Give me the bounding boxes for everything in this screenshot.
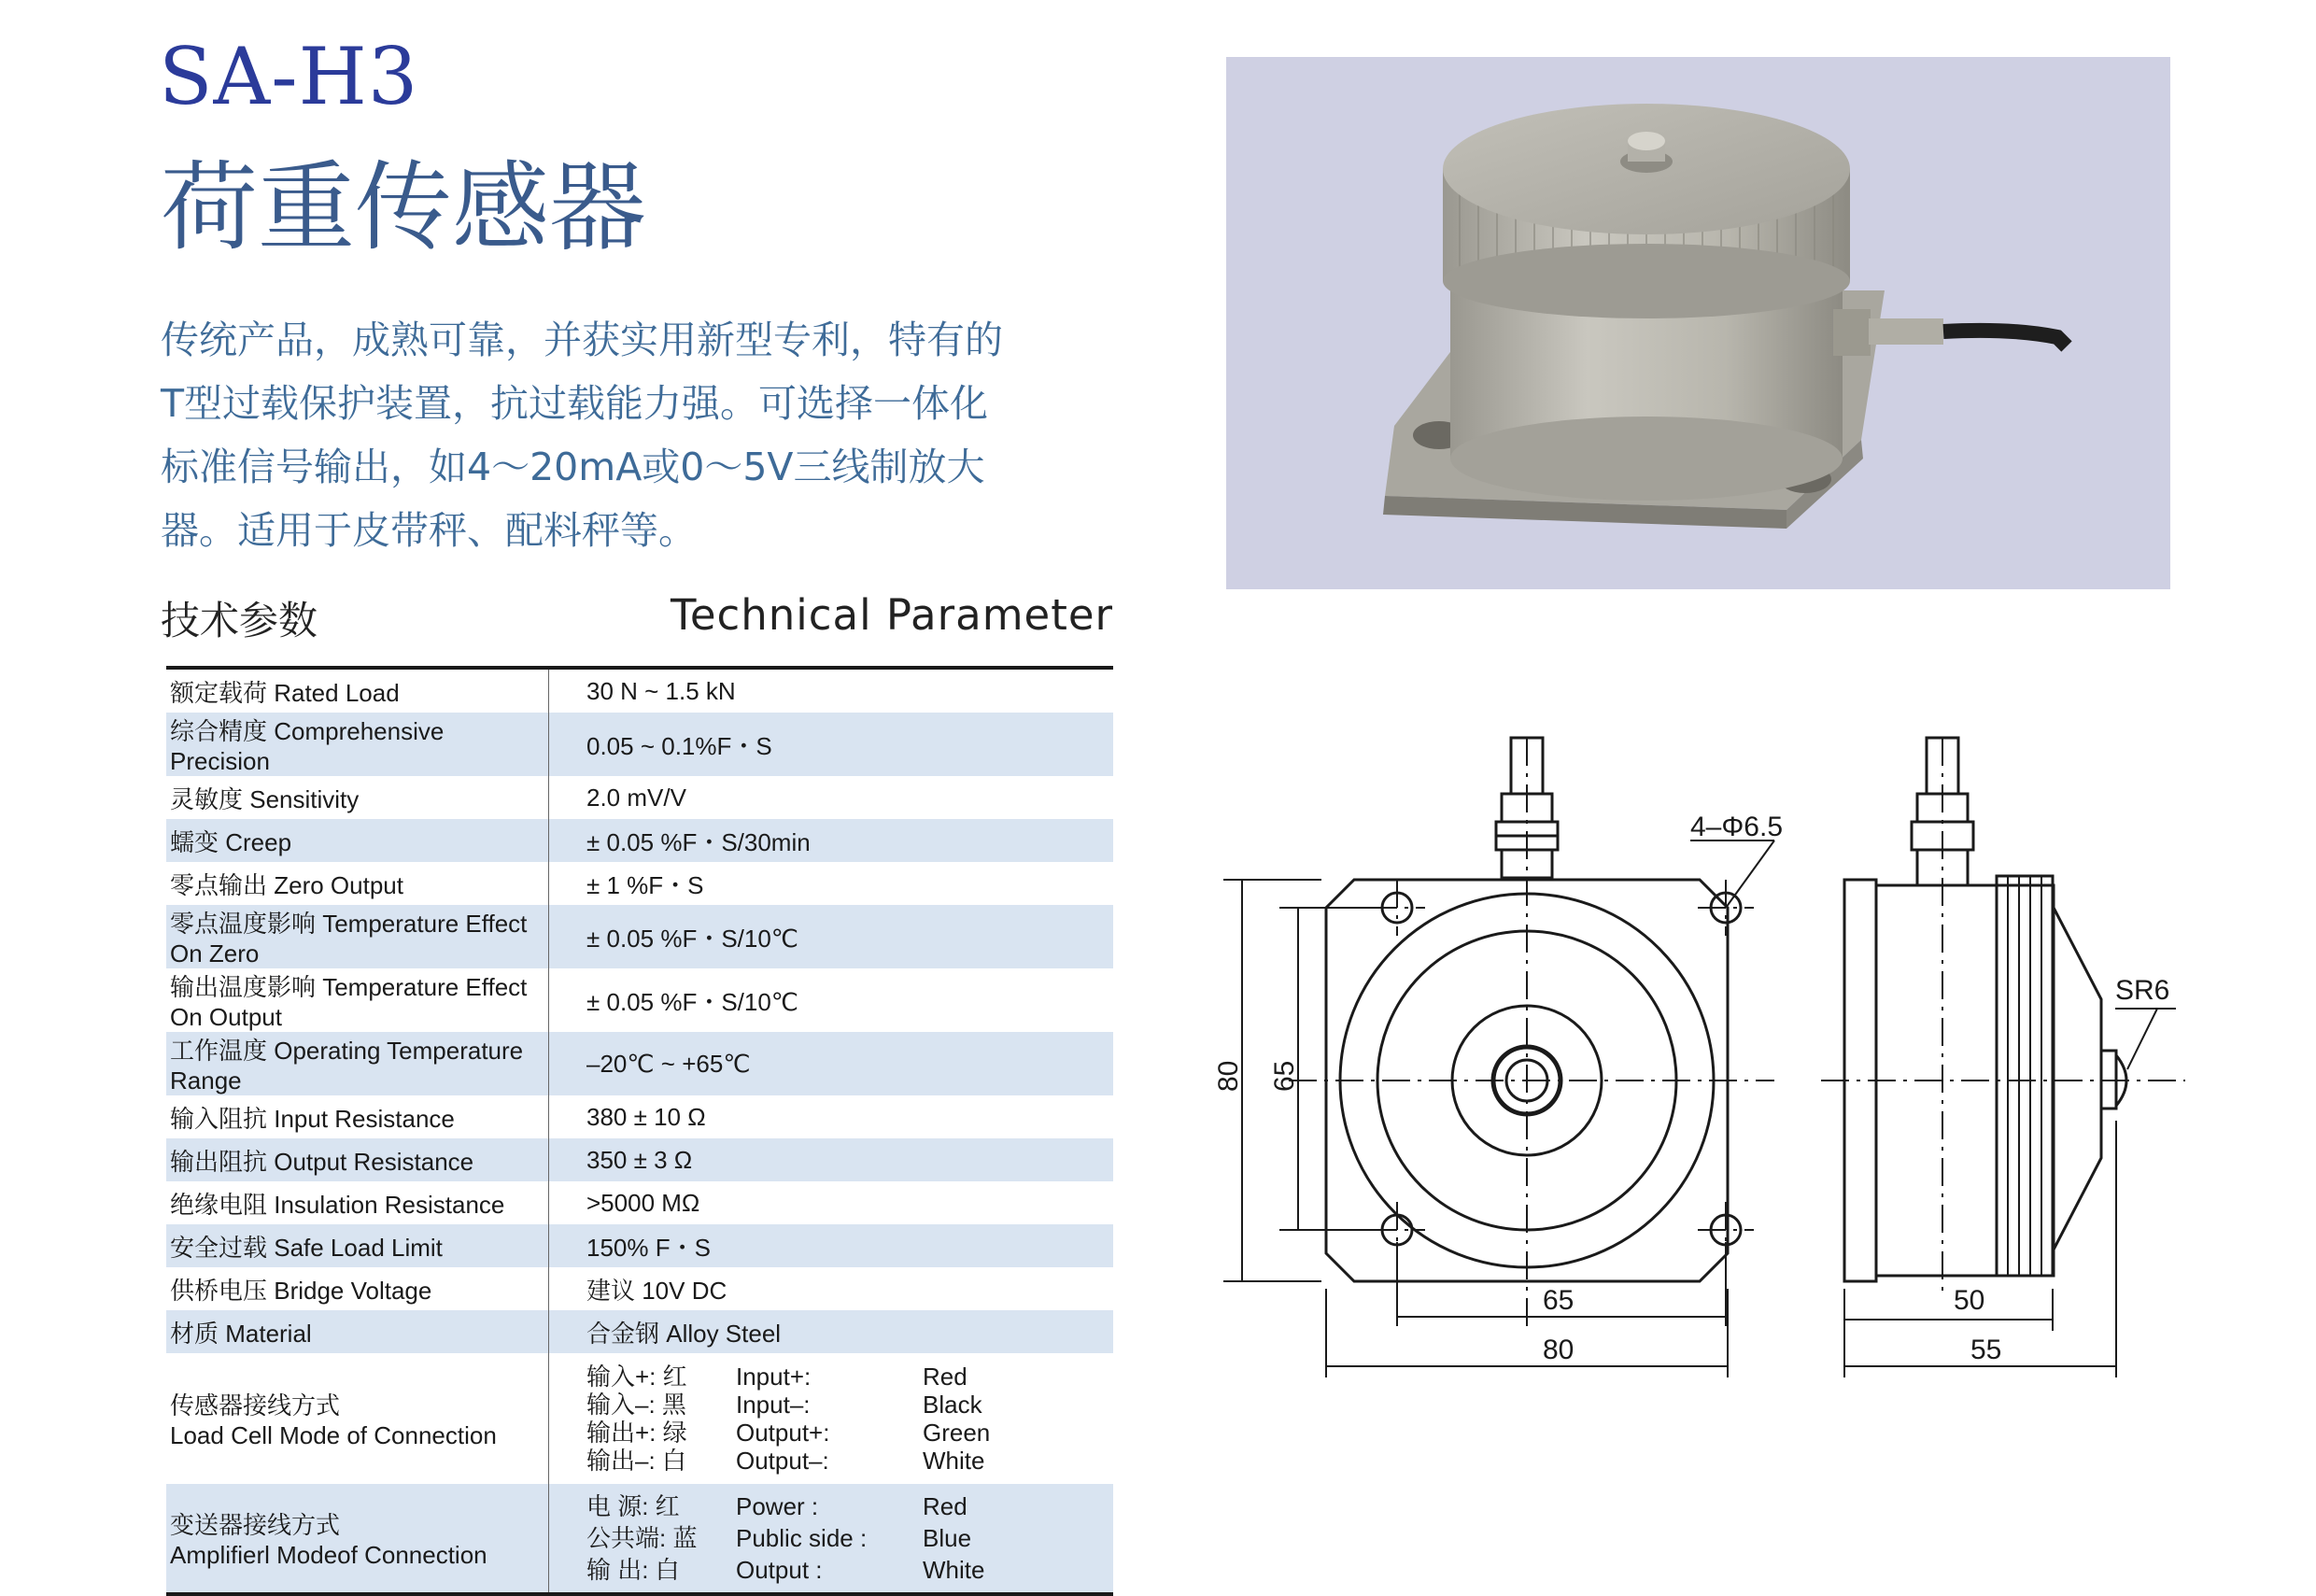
dim-front-height-inner: 65: [1269, 1060, 1300, 1092]
wire-cn: 输入+: 红: [586, 1363, 687, 1391]
param-value: ± 1 %F・S: [586, 870, 704, 899]
wire-cn: 输入–: 黑: [586, 1391, 686, 1419]
param-value: 0.05 ~ 0.1%F・S: [549, 713, 1114, 776]
param-label: 材质 Material: [166, 1310, 549, 1353]
wire-en: Output–:: [736, 1447, 829, 1475]
table-row: [166, 670, 1113, 713]
wire-en: Output+:: [736, 1419, 830, 1447]
param-label: 输出阻抗 Output Resistance: [166, 1138, 549, 1181]
param-label: 工作温度 Operating Temperature Range: [166, 1032, 549, 1095]
table-row: [166, 1310, 1113, 1353]
wiring-list: [586, 1363, 1109, 1475]
spec-table: [166, 666, 1113, 1596]
dim-front-height-outer: 80: [1213, 1060, 1244, 1092]
wire-color: Red: [923, 1492, 967, 1520]
description-line: 器。适用于皮带秤、配料秤等。: [161, 508, 697, 553]
table-row: [166, 713, 1113, 776]
wire-color: White: [923, 1447, 985, 1475]
section-title-en: Technical Parameter: [671, 590, 1114, 640]
connection-label-en: Load Cell Mode of Connection: [170, 1421, 497, 1449]
param-label: 输出温度影响 Temperature Effect On Output: [166, 968, 549, 1032]
param-value: ± 0.05 %F・S/30min: [549, 819, 1114, 862]
param-label: 绝缘电阻 Insulation Resistance: [166, 1181, 549, 1224]
table-row: [166, 1181, 1113, 1224]
table-row: [166, 862, 1113, 905]
wire-en: Public side :: [736, 1524, 868, 1552]
connection-label: [166, 1484, 549, 1594]
wire-en: Input–:: [736, 1391, 811, 1419]
wire-color: Red: [923, 1363, 967, 1391]
param-value: 2.0 mV/V: [586, 783, 686, 812]
connection-label-cn: 传感器接线方式: [170, 1391, 341, 1419]
table-row-amplifier-connection: [166, 1484, 1113, 1594]
param-label: 安全过载 Safe Load Limit: [166, 1224, 549, 1267]
wire-color: Green: [923, 1419, 991, 1447]
param-label: 零点输出 Zero Output: [166, 862, 549, 905]
product-description: [161, 308, 1104, 562]
param-value: >5000 MΩ: [586, 1188, 700, 1217]
product-photo: [1226, 57, 2170, 589]
table-row: [166, 1224, 1113, 1267]
wire-en: Input+:: [736, 1363, 812, 1391]
table-row: [166, 905, 1113, 968]
table-row: [166, 819, 1113, 862]
wire-cn: 公共端: 蓝: [586, 1524, 698, 1552]
dim-front-width-inner: 65: [1543, 1285, 1575, 1316]
description-line: 传统产品，成熟可靠，并获实用新型专利，特有的: [161, 318, 1003, 362]
param-value: ± 0.05 %F・S/10℃: [549, 905, 1114, 968]
wire-cn: 电 源: 红: [586, 1492, 680, 1520]
table-row: [166, 1095, 1113, 1138]
param-value: 150% F・S: [549, 1224, 1114, 1267]
hole-note: 4–Φ6.5: [1690, 812, 1784, 842]
wire-cn: 输出–: 白: [586, 1447, 686, 1475]
param-value: 30 N ~ 1.5 kN: [586, 676, 736, 705]
description-line: 标准信号输出，如4～20mA或0～5V三线制放大: [161, 445, 985, 489]
dim-front-width-outer: 80: [1543, 1335, 1575, 1365]
connection-label-cn: 变送器接线方式: [170, 1511, 341, 1539]
table-row: [166, 1267, 1113, 1310]
dim-side-width-inner: 50: [1954, 1285, 1985, 1316]
param-label: 零点温度影响 Temperature Effect On Zero: [166, 905, 549, 968]
connection-label-en: Amplifierl Modeof Connection: [170, 1541, 487, 1569]
wiring-list: [586, 1490, 1109, 1586]
param-value: 合金钢 Alloy Steel: [549, 1310, 1114, 1353]
connection-value: [549, 1353, 1114, 1484]
table-row-load-cell-connection: [166, 1353, 1113, 1484]
wire-cn: 输出+: 绿: [586, 1419, 687, 1447]
table-row: [166, 1138, 1113, 1181]
param-value: 350 ± 3 Ω: [549, 1138, 1114, 1181]
connection-value: [549, 1484, 1114, 1594]
dimension-drawing: [1205, 719, 2195, 1391]
section-title-cn: 技术参数: [161, 598, 318, 643]
technical-drawing: [1205, 719, 2195, 1391]
param-label: 蠕变 Creep: [166, 819, 549, 862]
wire-color: Black: [923, 1391, 982, 1419]
description-line: T型过载保护装置，抗过载能力强。可选择一体化: [161, 381, 989, 426]
param-value: –20℃ ~ +65℃: [549, 1032, 1114, 1095]
wire-color: Blue: [923, 1524, 972, 1552]
connection-label: [166, 1353, 549, 1484]
param-label: 综合精度 Comprehensive Precision: [166, 713, 549, 776]
model-title: SA-H3: [159, 31, 419, 122]
param-value: 建议 10V DC: [586, 1276, 727, 1305]
side-view: [1821, 738, 2185, 1377]
load-cell-photo-icon: [1226, 57, 2170, 589]
product-title: 荷重传感器: [161, 150, 647, 264]
param-value: 380 ± 10 Ω: [586, 1102, 706, 1131]
wire-en: Output :: [736, 1556, 823, 1584]
sr-note: SR6: [2115, 975, 2170, 1006]
param-value: ± 0.05 %F・S/10℃: [586, 987, 799, 1016]
dim-side-width-outer: 55: [1970, 1335, 2002, 1365]
param-label: 输入阻抗 Input Resistance: [166, 1095, 549, 1138]
wire-cn: 输 出: 白: [586, 1556, 680, 1584]
table-row: [166, 968, 1113, 1032]
param-label: 灵敏度 Sensitivity: [166, 776, 549, 819]
wire-en: Power :: [736, 1492, 819, 1520]
wire-color: White: [923, 1556, 985, 1584]
param-label: 供桥电压 Bridge Voltage: [166, 1267, 549, 1310]
table-row: [166, 776, 1113, 819]
param-label: 额定载荷 Rated Load: [166, 670, 549, 713]
table-row: [166, 1032, 1113, 1095]
